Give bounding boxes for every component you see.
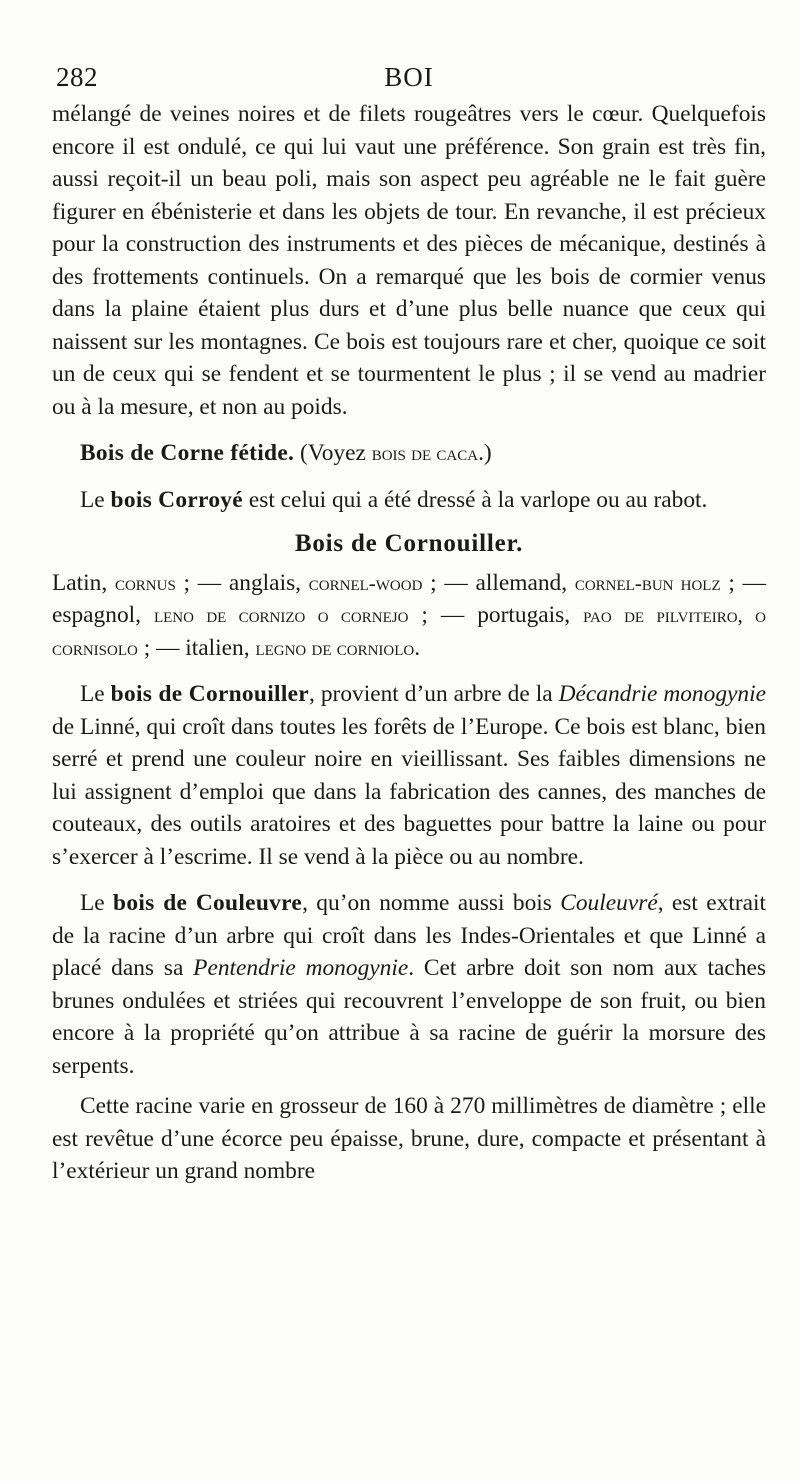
- language-label: ; — italien,: [137, 634, 256, 661]
- paragraph-cornouiller: [52, 678, 766, 873]
- italian-name: legno de corniolo: [255, 635, 415, 660]
- entry-text: . Cet arbre doit son nom aux taches brunes ondulées et striées qui recouvrent l’enveloppe de son fruit, ou bien encore à la propriété qu’on attribue à sa racine de guérir la morsure des serpents.: [52, 955, 766, 1079]
- language-label: .: [414, 634, 421, 661]
- paragraph-racine: Cette racine varie en grosseur de 160 à 270 millimètres de diamètre ; elle est revêtue d’une écorce peu épaisse, brune, dure, compacte et présentant à l’extérieur un grand nombre: [52, 1093, 766, 1184]
- entry-term: bois de Cornouiller: [110, 681, 309, 707]
- entry-text: Le: [80, 486, 111, 513]
- english-name: cornel-wood: [308, 570, 423, 595]
- botanical-class: Pentendrie monogynie: [193, 955, 409, 981]
- entry-bois-de-corne-fetide: [52, 437, 766, 470]
- entry-text: , est extrait de la racine d’un arbre qui croît dans les Indes-Orientales et que Linné a placé dans sa: [52, 890, 767, 981]
- entry-text: (Voyez: [294, 440, 372, 466]
- entry-bois-corroye: [52, 484, 766, 517]
- language-label: ; — anglais,: [175, 569, 309, 596]
- running-head: BOI: [384, 62, 434, 92]
- page-number: 282: [56, 62, 98, 92]
- cross-reference: bois de caca: [371, 441, 479, 465]
- entry-text: Le: [80, 890, 114, 916]
- botanical-class: Décandrie monogynie: [558, 681, 766, 707]
- latin-name: cornus: [114, 570, 176, 595]
- entry-text: , qu’on nomme aussi bois: [302, 890, 561, 916]
- entry-text: , provient d’un arbre de la: [309, 681, 559, 707]
- language-names: [52, 567, 766, 665]
- entry-term: Bois de Corne fétide.: [80, 440, 295, 466]
- section-title: Bois de Cornouiller.: [294, 530, 524, 557]
- portuguese-name: pao de pilviteiro, o cornisolo: [52, 603, 767, 660]
- entry-text: .): [478, 440, 492, 466]
- entry-text: Le: [80, 681, 111, 707]
- language-label: ; — espagnol,: [52, 569, 767, 628]
- language-label: Latin,: [52, 569, 115, 596]
- paragraph-cormier-end: mélangé de veines noires et de filets rougeâtres vers le cœur. Quelquefois encore il est ondulé, ce qui lui vaut une préférence. Son grain est très fin, aussi reçoit-il un beau poli, mais son aspect peu agréable ne le fait guère figurer en ébénisterie et dans les objets de tour. En revanche, il est précieux pour la construction des instruments et des pièces de mécanique, destinés à des frottements continuels. On a remarqué que les bois de cormier venus dans la plaine étaient plus durs et d’une plus belle nuance que ceux qui naissent sur les montagnes. Ce bois est toujours rare et cher, quoique ce soit un de ceux qui se fendent et se tourmentent le plus ; il se vend au madrier ou à la mesure, et non au poids.: [52, 101, 766, 420]
- alt-name: Couleuvré: [560, 890, 658, 916]
- page-body: [52, 98, 766, 1188]
- paragraph-couleuvre: [52, 887, 766, 1082]
- german-name: cornel-bun holz: [574, 570, 721, 595]
- entry-text: de Linné, qui croît dans toutes les forêts de l’Europe. Ce bois est blanc, bien serré et prend une couleur noire en vieillissant. Ses faibles dimensions ne lui assignent d’emploi que dans la fabrication des cannes, des manches de couteaux, des outils aratoires et des baguettes pour battre la laine ou pour s’exercer à l’escrime. Il se vend à la pièce ou au nombre.: [52, 713, 766, 870]
- entry-term: bois de Couleuvre: [113, 890, 303, 916]
- spanish-name: leno de cornizo o cornejo: [153, 603, 409, 627]
- entry-term: bois Corroyé: [110, 486, 243, 513]
- language-label: ; — portugais,: [408, 602, 584, 628]
- language-label: ; — allemand,: [422, 569, 575, 596]
- entry-text: est celui qui a été dressé à la varlope ou au rabot.: [243, 486, 708, 513]
- page-header: [52, 60, 766, 98]
